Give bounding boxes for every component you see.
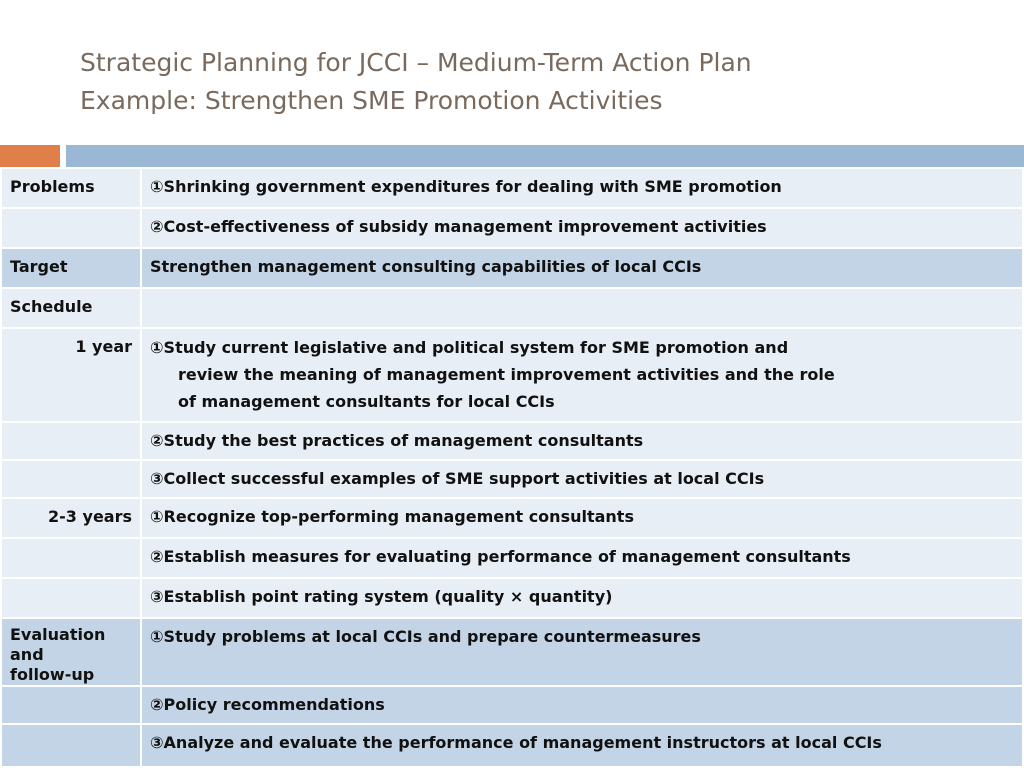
row-label [1,724,141,767]
row-content [141,422,1023,460]
table-row [1,724,1023,767]
item-text: Establish measures for evaluating performance of management consultants [163,547,851,566]
item-text: Study the best practices of management consultants [163,431,644,450]
row-content [141,248,1023,288]
row-label [1,208,141,248]
item-number: ① [150,627,164,646]
row-label-line: follow-up [10,665,95,684]
row-content [141,288,1023,328]
item-text: Establish point rating system (quality × quantity) [163,587,613,606]
item-text: Analyze and evaluate the performance of management instructors at local CCIs [163,733,882,752]
table-row [1,422,1023,460]
item-number: ① [150,507,164,526]
item-number: ② [150,431,164,450]
row-content [141,538,1023,578]
item-line: of management consultants for local CCIs [178,392,555,411]
table-row [1,618,1023,686]
table-row [1,288,1023,328]
item-number: ① [150,338,164,357]
accent-bar-blue [66,145,1024,167]
item-number: ③ [150,733,164,752]
row-label [1,578,141,618]
item-number: ③ [150,469,164,488]
table-row [1,538,1023,578]
item-text: Study current legislative and political system for SME promotion and [163,338,789,357]
table-row [1,578,1023,618]
row-content [141,578,1023,618]
row-label: Target [1,248,141,288]
row-label [1,618,141,686]
row-label [1,538,141,578]
row-label: Schedule [1,288,141,328]
table-row [1,328,1023,422]
row-label: 1 year [1,328,141,422]
item-number: ② [150,695,164,714]
row-label [1,460,141,498]
item-text: Recognize top-performing management consultants [163,507,634,526]
item-text: Cost-effectiveness of subsidy management improvement activities [163,217,767,236]
row-content [141,460,1023,498]
row-content [141,208,1023,248]
row-content [141,328,1023,422]
slide-title [80,44,980,120]
item-number: ① [150,177,164,196]
item-text: Shrinking government expenditures for dealing with SME promotion [163,177,782,196]
title-line-2: Example: Strengthen SME Promotion Activities [80,86,663,115]
item-number: ② [150,547,164,566]
item-number: ③ [150,587,164,606]
row-content [141,168,1023,208]
item-number: ② [150,217,164,236]
accent-bar-orange [0,145,60,167]
item-line [150,334,1014,361]
table-row [1,208,1023,248]
row-content [141,618,1023,686]
row-label [1,686,141,724]
action-plan-table [0,167,1024,768]
item-line: review the meaning of management improvement activities and the role [178,365,835,384]
table-row [1,460,1023,498]
row-content [141,498,1023,538]
row-label [1,422,141,460]
item-text: Policy recommendations [163,695,385,714]
row-label: 2-3 years [1,498,141,538]
table-row [1,498,1023,538]
item-text: Strengthen management consulting capabilities of local CCIs [150,257,702,276]
item-text: Study problems at local CCIs and prepare countermeasures [163,627,701,646]
row-label: Problems [1,168,141,208]
title-line-1: Strategic Planning for JCCI – Medium-Term Action Plan [80,48,752,77]
table-row [1,168,1023,208]
row-label-line: Evaluation and [10,625,106,664]
table-row [1,248,1023,288]
item-text: Collect successful examples of SME support activities at local CCIs [163,469,765,488]
row-content [141,686,1023,724]
row-content [141,724,1023,767]
table-row [1,686,1023,724]
